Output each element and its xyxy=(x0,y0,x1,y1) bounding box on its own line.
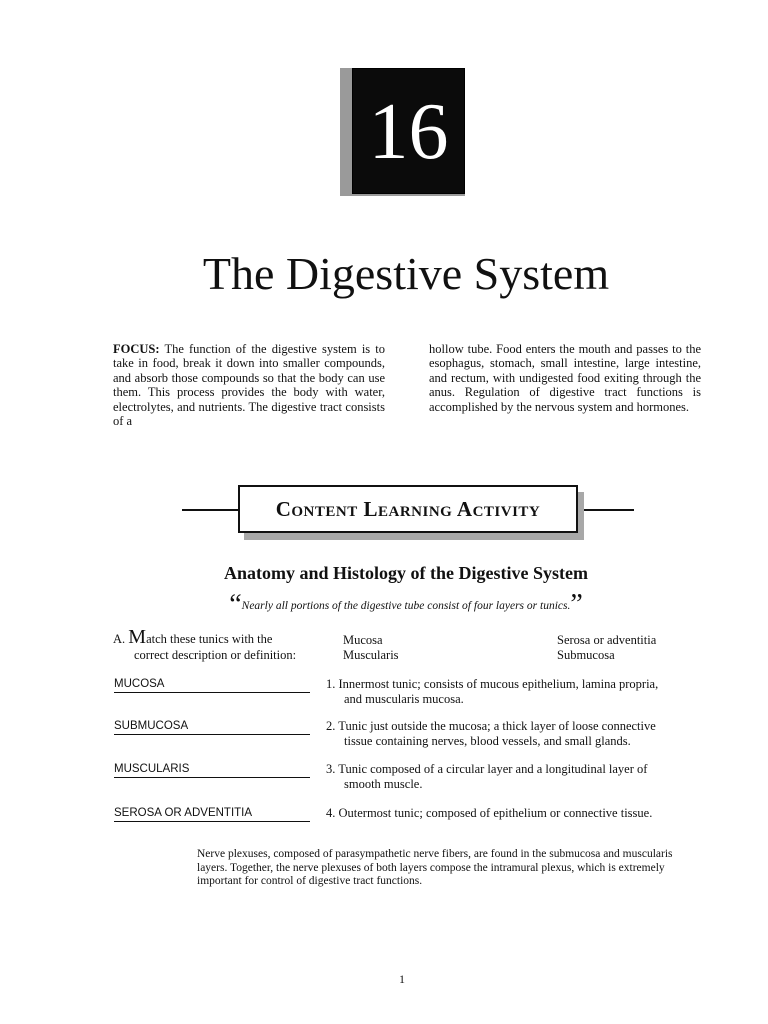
answer-blank-4[interactable]: SEROSA OR ADVENTITIA xyxy=(114,806,310,822)
banner-rule-right xyxy=(576,509,634,511)
item-line-cont: and muscularis mucosa. xyxy=(344,692,464,706)
quote-text: Nearly all portions of the digestive tube consist of four layers or tunics. xyxy=(241,600,571,612)
quote-open-mark: “ xyxy=(229,589,242,620)
focus-label: FOCUS: xyxy=(113,342,160,356)
answer-blank-2[interactable]: SUBMUCOSA xyxy=(114,719,310,735)
exercise-a-instruction xyxy=(113,626,273,648)
exercise-a-instruction-line2: correct description or definition: xyxy=(134,648,297,662)
item-description-4 xyxy=(326,806,696,821)
content-learning-activity-banner: Content Learning Activity xyxy=(275,497,541,521)
item-description-3 xyxy=(326,762,696,792)
quote-close-mark: ” xyxy=(570,589,583,620)
chapter-number: 16 xyxy=(368,88,449,176)
option-item: Mucosa xyxy=(343,633,383,647)
exercise-letter: A. xyxy=(113,632,126,646)
item-line: 1. Innermost tunic; consists of mucous epithelium, lamina propria, xyxy=(326,677,659,691)
options-column-1 xyxy=(343,633,399,663)
item-line-cont: smooth muscle. xyxy=(344,777,423,791)
instruction-text: atch these tunics with the xyxy=(146,632,273,646)
section-quote xyxy=(0,589,768,620)
item-line: 4. Outermost tunic; composed of epithelium or connective tissue. xyxy=(326,806,653,820)
focus-column-left xyxy=(113,342,385,428)
options-column-2 xyxy=(557,633,656,663)
answer-blank-3[interactable]: MUSCULARIS xyxy=(114,762,310,778)
chapter-title: The Digestive System xyxy=(202,248,610,299)
nerve-plexus-note: Nerve plexuses, composed of parasympathetic nerve fibers, are found in the submucosa and muscularis layers. Together, the nerve plexuses of both layers compose the intramural plexus, which is extremely important for control of digestive tract functions. xyxy=(197,848,673,888)
instruction-initial: M xyxy=(128,626,147,648)
banner-rule-left xyxy=(182,509,240,511)
option-item: Submucosa xyxy=(557,648,615,662)
item-description-2 xyxy=(326,719,696,749)
item-description-1 xyxy=(326,677,696,707)
focus-column-right: hollow tube. Food enters the mouth and passes to the esophagus, stomach, small intestine, large intestine, and rectum, with undigested food exiting through the anus. Regulation of digestive tract functions is accomplished by the nervous system and hormones. xyxy=(429,342,701,414)
item-line: 3. Tunic composed of a circular layer and a longitudinal layer of xyxy=(326,762,648,776)
focus-text-left: The function of the digestive system is to take in food, break it down into smaller compounds, and absorb those compounds so that the body can use them. This process provides the body with water, electrolytes, and nutrients. The digestive tract consists of a xyxy=(113,342,385,429)
option-item: Serosa or adventitia xyxy=(557,633,657,647)
section-heading: Anatomy and Histology of the Digestive System xyxy=(224,563,588,583)
option-item: Muscularis xyxy=(343,648,399,662)
item-line-cont: tissue containing nerves, blood vessels, and small glands. xyxy=(344,734,631,748)
answer-blank-1[interactable]: MUCOSA xyxy=(114,677,310,693)
page-number: 1 xyxy=(399,972,405,986)
item-line: 2. Tunic just outside the mucosa; a thick layer of loose connective xyxy=(326,719,656,733)
